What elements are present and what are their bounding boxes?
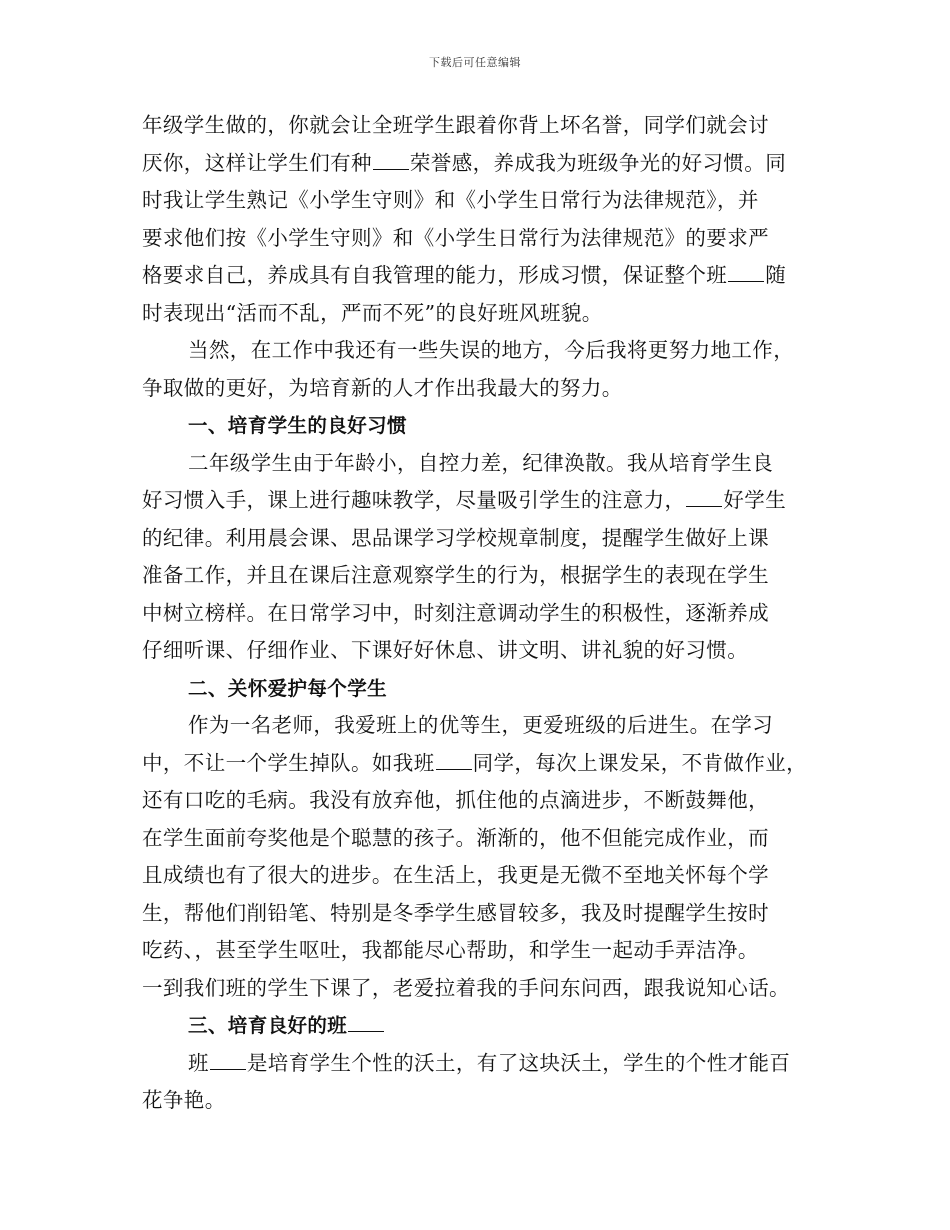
section-heading: 一、培育学生的良好习惯 xyxy=(188,414,407,437)
text-line: 仔细听课、仔细作业、下课好好休息、讲文明、讲礼貌的好习惯。 xyxy=(142,638,749,662)
fill-blank xyxy=(373,151,409,170)
text-line: 要求他们按《小学生守则》和《小学生日常行为法律规范》的要求严 xyxy=(142,225,769,250)
fill-blank xyxy=(348,1013,384,1032)
text-line: 中树立榜样。在日常学习中，时刻注意调动学生的积极性，逐渐养成 xyxy=(142,600,769,625)
text-line: 作为一名老师，我爱班上的优等生，更爱班级的后进生。在学习 xyxy=(188,713,774,737)
text-line: 格要求自己，养成具有自我管理的能力，形成习惯，保证整个班 随 xyxy=(142,263,787,287)
text-line: 花争艳。 xyxy=(142,1088,226,1112)
text-line: 且成绩也有了很大的进步。在生活上，我更是无微不至地关怀每个学 xyxy=(142,863,769,887)
text-line: 的纪律。利用晨会课、思品课学习学校规章制度，提醒学生做好上课 xyxy=(142,525,769,550)
text-line: 中，不让一个学生掉队。如我班 同学，每次上课发呆，不肯做作业， xyxy=(142,750,808,775)
section-heading: 三、培育良好的班 xyxy=(142,1007,812,1045)
text-line: 时表现出“活而不乱，严而不死”的良好班风班貌。 xyxy=(142,300,603,325)
text-line: 好习惯入手，课上进行趣味教学，尽量吸引学生的注意力， 好学生 xyxy=(142,488,787,512)
text-line: 争取做的更好，为培育新的人才作出我最大的努力。 xyxy=(142,375,623,400)
text-line: 在学生面前夸奖他是个聪慧的孩子。渐渐的，他不但能完成作业，而 xyxy=(142,825,769,850)
page-header: 下载后可任意编辑 xyxy=(429,56,521,69)
text-line: 生，帮他们削铅笔、特别是冬季学生感冒较多，我及时提醒学生按时 xyxy=(142,900,769,925)
text-line: 吃药、，甚至学生呕吐，我都能尽心帮助，和学生一起动手弄洁净。 xyxy=(142,938,759,962)
text-line: 厌你，这样让学生们有种 荣誉感，养成我为班级争光的好习惯。同 xyxy=(142,150,787,175)
text-line: 当然，在工作中我还有一些失误的地方，今后我将更努力地工作， xyxy=(188,338,795,362)
document-body xyxy=(142,107,812,1120)
text-line: 时我让学生熟记《小学生守则》和《小学生日常行为法律规范》，并 xyxy=(142,188,759,212)
fill-blank xyxy=(686,488,722,507)
fill-blank xyxy=(436,751,472,770)
fill-blank xyxy=(728,263,764,282)
text-line: 一到我们班的学生下课了，老爱拉着我的手问东问西，跟我说知心话。 xyxy=(142,975,790,1000)
text-line: 还有口吃的毛病。我没有放弃他，抓住他的点滴进步，不断鼓舞他， xyxy=(142,788,769,812)
section-heading: 二、关怀爱护每个学生 xyxy=(188,676,388,700)
text-line: 班 是培育学生个性的沃土，有了这块沃土，学生的个性才能百 xyxy=(188,1050,791,1075)
fill-blank xyxy=(210,1051,246,1070)
text-line: 准备工作，并且在课后注意观察学生的行为，根据学生的表现在学生 xyxy=(142,563,769,587)
text-line: 年级学生做的，你就会让全班学生跟着你背上坏名誉，同学们就会讨 xyxy=(142,113,769,137)
text-line: 二年级学生由于年龄小，自控力差，纪律涣散。我从培育学生良 xyxy=(188,450,774,475)
